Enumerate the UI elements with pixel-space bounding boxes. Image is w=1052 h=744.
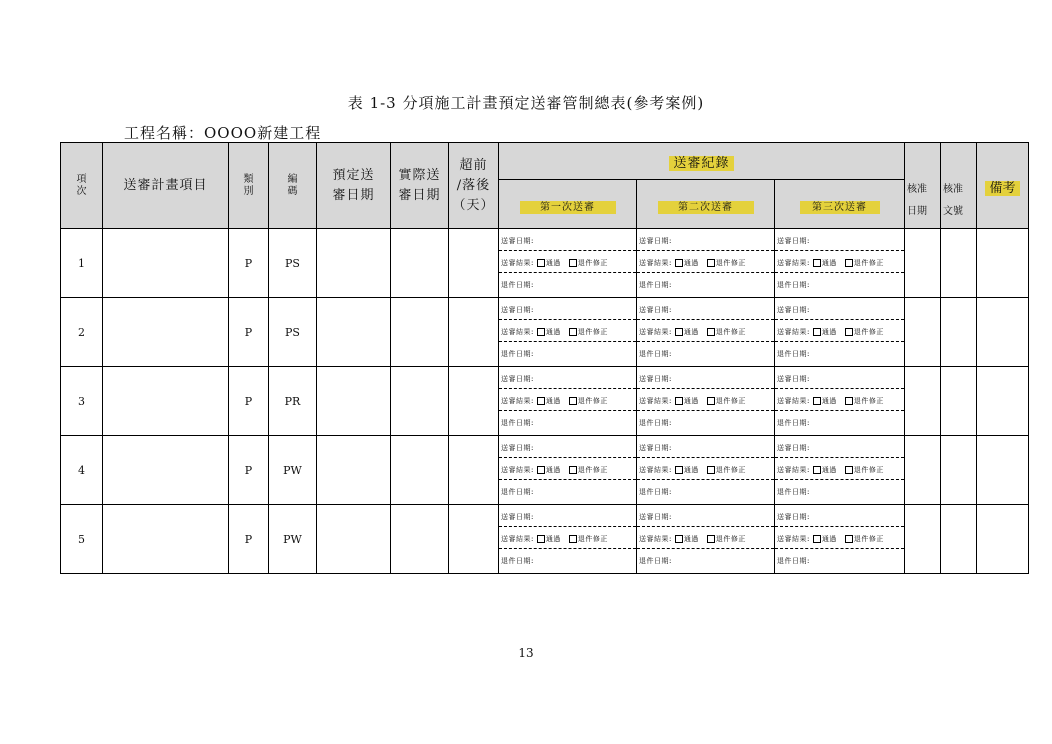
return-date-label: 退件日期: bbox=[639, 419, 672, 427]
submit-date-line bbox=[775, 436, 904, 458]
submit-date-line bbox=[637, 505, 774, 527]
submit-date-line bbox=[499, 436, 636, 458]
planned-date-cell bbox=[317, 229, 391, 298]
category-cell: P bbox=[229, 436, 269, 505]
submission-round-3-cell bbox=[775, 436, 905, 505]
submit-date-label: 送審日期: bbox=[639, 237, 672, 245]
page-number: 13 bbox=[518, 646, 534, 660]
actual-date-cell bbox=[391, 367, 449, 436]
return-checkbox[interactable] bbox=[845, 328, 853, 336]
pass-label: 通過 bbox=[821, 466, 837, 474]
submit-date-line bbox=[499, 367, 636, 389]
submit-result-label: 送審結果: bbox=[777, 328, 810, 336]
submission-round-3-cell bbox=[775, 367, 905, 436]
submit-date-line bbox=[637, 367, 774, 389]
submit-result-line bbox=[637, 320, 774, 342]
pass-label: 通過 bbox=[545, 397, 561, 405]
return-label: 退件修正 bbox=[577, 535, 608, 543]
table-row bbox=[61, 436, 1029, 505]
return-checkbox[interactable] bbox=[707, 328, 715, 336]
table-row bbox=[61, 505, 1029, 574]
submission-round-1-cell bbox=[499, 367, 637, 436]
approval-date-cell bbox=[905, 505, 941, 574]
header-actual-date: 實際送 審日期 bbox=[391, 143, 449, 229]
ahead-behind-cell bbox=[449, 505, 499, 574]
return-label: 退件修正 bbox=[853, 466, 884, 474]
item-no-cell: 3 bbox=[61, 367, 103, 436]
ahead-behind-cell bbox=[449, 436, 499, 505]
header-plan-item: 送審計畫項目 bbox=[103, 143, 229, 229]
approval-doc-no-cell bbox=[941, 229, 977, 298]
return-checkbox[interactable] bbox=[569, 535, 577, 543]
submit-result-line bbox=[775, 458, 904, 480]
submit-result-label: 送審結果: bbox=[501, 466, 534, 474]
return-checkbox[interactable] bbox=[569, 259, 577, 267]
table-row bbox=[61, 367, 1029, 436]
return-checkbox[interactable] bbox=[707, 397, 715, 405]
submission-round-1-cell bbox=[499, 298, 637, 367]
pass-label: 通過 bbox=[545, 259, 561, 267]
return-date-label: 退件日期: bbox=[501, 350, 534, 358]
submit-date-label: 送審日期: bbox=[501, 513, 534, 521]
pass-checkbox[interactable] bbox=[675, 397, 683, 405]
submit-result-label: 送審結果: bbox=[639, 466, 672, 474]
approval-date-cell bbox=[905, 229, 941, 298]
pass-checkbox[interactable] bbox=[675, 328, 683, 336]
pass-label: 通過 bbox=[683, 259, 699, 267]
submit-date-line bbox=[775, 229, 904, 251]
header-round-1: 第一次送審 bbox=[499, 180, 637, 229]
submit-date-label: 送審日期: bbox=[777, 444, 810, 452]
submit-result-label: 送審結果: bbox=[777, 397, 810, 405]
submit-date-label: 送審日期: bbox=[639, 306, 672, 314]
table-row bbox=[61, 229, 1029, 298]
item-no-cell: 5 bbox=[61, 505, 103, 574]
actual-date-cell bbox=[391, 505, 449, 574]
code-cell: PW bbox=[269, 505, 317, 574]
pass-label: 通過 bbox=[683, 397, 699, 405]
submit-result-line bbox=[637, 251, 774, 273]
return-label: 退件修正 bbox=[853, 535, 884, 543]
submit-date-label: 送審日期: bbox=[777, 375, 810, 383]
submit-result-line bbox=[775, 527, 904, 549]
pass-checkbox[interactable] bbox=[537, 466, 545, 474]
pass-label: 通過 bbox=[545, 535, 561, 543]
submit-result-label: 送審結果: bbox=[501, 328, 534, 336]
submit-result-line bbox=[775, 251, 904, 273]
return-date-line bbox=[775, 480, 904, 502]
submit-date-label: 送審日期: bbox=[501, 444, 534, 452]
approval-date-cell bbox=[905, 367, 941, 436]
return-label: 退件修正 bbox=[715, 328, 746, 336]
submission-round-2-cell bbox=[637, 367, 775, 436]
remarks-cell bbox=[977, 367, 1029, 436]
approval-doc-no-cell bbox=[941, 367, 977, 436]
submission-round-1-cell bbox=[499, 436, 637, 505]
return-date-label: 退件日期: bbox=[639, 488, 672, 496]
return-date-label: 退件日期: bbox=[501, 557, 534, 565]
submission-round-3-cell bbox=[775, 229, 905, 298]
return-label: 退件修正 bbox=[853, 328, 884, 336]
return-date-label: 退件日期: bbox=[639, 557, 672, 565]
return-date-line bbox=[637, 273, 774, 295]
pass-label: 通過 bbox=[683, 328, 699, 336]
return-checkbox[interactable] bbox=[845, 397, 853, 405]
planned-date-cell bbox=[317, 367, 391, 436]
remarks-cell bbox=[977, 505, 1029, 574]
ahead-behind-cell bbox=[449, 298, 499, 367]
plan-item-cell bbox=[103, 298, 229, 367]
return-checkbox[interactable] bbox=[569, 466, 577, 474]
return-date-label: 退件日期: bbox=[639, 281, 672, 289]
submission-round-1-cell bbox=[499, 229, 637, 298]
submit-date-label: 送審日期: bbox=[501, 306, 534, 314]
header-remarks: 備考 bbox=[977, 143, 1029, 229]
submit-result-label: 送審結果: bbox=[501, 535, 534, 543]
submission-round-3-cell bbox=[775, 298, 905, 367]
return-label: 退件修正 bbox=[577, 397, 608, 405]
planned-date-cell bbox=[317, 505, 391, 574]
table-row bbox=[61, 298, 1029, 367]
return-date-line bbox=[499, 342, 636, 364]
submit-date-line bbox=[637, 298, 774, 320]
item-no-cell: 1 bbox=[61, 229, 103, 298]
pass-checkbox[interactable] bbox=[813, 259, 821, 267]
pass-checkbox[interactable] bbox=[537, 535, 545, 543]
return-date-line bbox=[499, 480, 636, 502]
header-approval-date: 核准 日期 bbox=[905, 143, 941, 229]
submit-date-line bbox=[499, 229, 636, 251]
submit-result-line bbox=[775, 320, 904, 342]
submit-result-label: 送審結果: bbox=[639, 328, 672, 336]
ahead-behind-cell bbox=[449, 367, 499, 436]
return-label: 退件修正 bbox=[577, 328, 608, 336]
category-cell: P bbox=[229, 367, 269, 436]
submit-result-line bbox=[499, 251, 636, 273]
submit-result-line bbox=[499, 458, 636, 480]
pass-label: 通過 bbox=[545, 466, 561, 474]
remarks-cell bbox=[977, 436, 1029, 505]
pass-checkbox[interactable] bbox=[813, 466, 821, 474]
submit-date-label: 送審日期: bbox=[777, 237, 810, 245]
code-cell: PS bbox=[269, 229, 317, 298]
submission-round-2-cell bbox=[637, 229, 775, 298]
return-label: 退件修正 bbox=[715, 397, 746, 405]
return-checkbox[interactable] bbox=[707, 535, 715, 543]
header-code: 編碼 bbox=[269, 143, 317, 229]
return-label: 退件修正 bbox=[715, 259, 746, 267]
return-date-line bbox=[775, 342, 904, 364]
pass-checkbox[interactable] bbox=[537, 328, 545, 336]
return-date-label: 退件日期: bbox=[777, 419, 810, 427]
submit-result-label: 送審結果: bbox=[639, 259, 672, 267]
submit-result-label: 送審結果: bbox=[501, 397, 534, 405]
table-title: 表 1-3 分項施工計畫預定送審管制總表(參考案例) bbox=[347, 94, 705, 112]
submit-result-line bbox=[775, 389, 904, 411]
submit-date-line bbox=[637, 436, 774, 458]
planned-date-cell bbox=[317, 436, 391, 505]
return-date-line bbox=[499, 549, 636, 571]
submit-date-line bbox=[775, 505, 904, 527]
submit-date-label: 送審日期: bbox=[777, 513, 810, 521]
submission-round-1-cell bbox=[499, 505, 637, 574]
submit-date-label: 送審日期: bbox=[639, 444, 672, 452]
header-round-3: 第三次送審 bbox=[775, 180, 905, 229]
header-planned-date: 預定送 審日期 bbox=[317, 143, 391, 229]
plan-item-cell bbox=[103, 229, 229, 298]
code-cell: PW bbox=[269, 436, 317, 505]
return-date-line bbox=[637, 480, 774, 502]
submit-date-line bbox=[499, 505, 636, 527]
plan-item-cell bbox=[103, 367, 229, 436]
submit-date-line bbox=[637, 229, 774, 251]
return-date-line bbox=[775, 411, 904, 433]
return-date-line bbox=[775, 273, 904, 295]
submit-date-line bbox=[775, 298, 904, 320]
submission-round-2-cell bbox=[637, 298, 775, 367]
return-label: 退件修正 bbox=[715, 466, 746, 474]
approval-date-cell bbox=[905, 298, 941, 367]
plan-item-cell bbox=[103, 436, 229, 505]
submit-result-line bbox=[637, 458, 774, 480]
submission-round-2-cell bbox=[637, 436, 775, 505]
pass-label: 通過 bbox=[545, 328, 561, 336]
submit-date-label: 送審日期: bbox=[777, 306, 810, 314]
return-date-line bbox=[637, 342, 774, 364]
pass-checkbox[interactable] bbox=[813, 535, 821, 543]
approval-date-cell bbox=[905, 436, 941, 505]
return-date-label: 退件日期: bbox=[777, 557, 810, 565]
return-date-line bbox=[637, 411, 774, 433]
return-label: 退件修正 bbox=[577, 466, 608, 474]
header-round-2: 第二次送審 bbox=[637, 180, 775, 229]
approval-doc-no-cell bbox=[941, 298, 977, 367]
return-date-label: 退件日期: bbox=[777, 350, 810, 358]
header-ahead-behind: 超前 /落後 （天） bbox=[449, 143, 499, 229]
return-date-line bbox=[499, 273, 636, 295]
return-checkbox[interactable] bbox=[569, 397, 577, 405]
item-no-cell: 2 bbox=[61, 298, 103, 367]
submission-control-table bbox=[60, 142, 1029, 574]
header-item-no: 項次 bbox=[61, 143, 103, 229]
return-date-label: 退件日期: bbox=[777, 488, 810, 496]
return-label: 退件修正 bbox=[853, 397, 884, 405]
submit-date-line bbox=[499, 298, 636, 320]
pass-checkbox[interactable] bbox=[813, 328, 821, 336]
submit-result-label: 送審結果: bbox=[639, 535, 672, 543]
return-label: 退件修正 bbox=[853, 259, 884, 267]
submit-date-label: 送審日期: bbox=[639, 375, 672, 383]
return-date-line bbox=[637, 549, 774, 571]
ahead-behind-cell bbox=[449, 229, 499, 298]
submit-date-line bbox=[775, 367, 904, 389]
return-date-label: 退件日期: bbox=[501, 419, 534, 427]
code-cell: PS bbox=[269, 298, 317, 367]
category-cell: P bbox=[229, 298, 269, 367]
submit-result-line bbox=[499, 320, 636, 342]
pass-checkbox[interactable] bbox=[675, 259, 683, 267]
approval-doc-no-cell bbox=[941, 505, 977, 574]
pass-label: 通過 bbox=[821, 397, 837, 405]
pass-checkbox[interactable] bbox=[537, 397, 545, 405]
remarks-cell bbox=[977, 298, 1029, 367]
submission-round-2-cell bbox=[637, 505, 775, 574]
submission-round-3-cell bbox=[775, 505, 905, 574]
pass-label: 通過 bbox=[821, 328, 837, 336]
submit-result-label: 送審結果: bbox=[777, 535, 810, 543]
actual-date-cell bbox=[391, 436, 449, 505]
submit-result-label: 送審結果: bbox=[777, 466, 810, 474]
category-cell: P bbox=[229, 505, 269, 574]
return-checkbox[interactable] bbox=[569, 328, 577, 336]
return-checkbox[interactable] bbox=[707, 259, 715, 267]
code-cell: PR bbox=[269, 367, 317, 436]
return-date-label: 退件日期: bbox=[777, 281, 810, 289]
return-date-label: 退件日期: bbox=[639, 350, 672, 358]
submit-result-label: 送審結果: bbox=[501, 259, 534, 267]
return-date-label: 退件日期: bbox=[501, 488, 534, 496]
return-date-line bbox=[775, 549, 904, 571]
submit-result-label: 送審結果: bbox=[639, 397, 672, 405]
pass-label: 通過 bbox=[821, 259, 837, 267]
header-category: 類別 bbox=[229, 143, 269, 229]
submit-result-line bbox=[499, 389, 636, 411]
actual-date-cell bbox=[391, 298, 449, 367]
submit-result-line bbox=[637, 389, 774, 411]
header-approval-doc-no: 核准 文號 bbox=[941, 143, 977, 229]
submit-date-label: 送審日期: bbox=[639, 513, 672, 521]
return-date-line bbox=[499, 411, 636, 433]
header-submission-records: 送審紀錄 bbox=[499, 143, 905, 180]
pass-label: 通過 bbox=[683, 466, 699, 474]
return-checkbox[interactable] bbox=[845, 535, 853, 543]
return-date-label: 退件日期: bbox=[501, 281, 534, 289]
category-cell: P bbox=[229, 229, 269, 298]
submit-result-line bbox=[499, 527, 636, 549]
pass-label: 通過 bbox=[683, 535, 699, 543]
submit-result-label: 送審結果: bbox=[777, 259, 810, 267]
return-checkbox[interactable] bbox=[845, 466, 853, 474]
pass-label: 通過 bbox=[821, 535, 837, 543]
project-name: 工程名稱：OOOO新建工程 bbox=[124, 124, 322, 142]
planned-date-cell bbox=[317, 298, 391, 367]
plan-item-cell bbox=[103, 505, 229, 574]
return-checkbox[interactable] bbox=[707, 466, 715, 474]
return-checkbox[interactable] bbox=[845, 259, 853, 267]
actual-date-cell bbox=[391, 229, 449, 298]
submit-date-label: 送審日期: bbox=[501, 375, 534, 383]
remarks-cell bbox=[977, 229, 1029, 298]
return-label: 退件修正 bbox=[715, 535, 746, 543]
submit-date-label: 送審日期: bbox=[501, 237, 534, 245]
approval-doc-no-cell bbox=[941, 436, 977, 505]
pass-checkbox[interactable] bbox=[537, 259, 545, 267]
pass-checkbox[interactable] bbox=[813, 397, 821, 405]
item-no-cell: 4 bbox=[61, 436, 103, 505]
return-label: 退件修正 bbox=[577, 259, 608, 267]
pass-checkbox[interactable] bbox=[675, 466, 683, 474]
pass-checkbox[interactable] bbox=[675, 535, 683, 543]
submit-result-line bbox=[637, 527, 774, 549]
